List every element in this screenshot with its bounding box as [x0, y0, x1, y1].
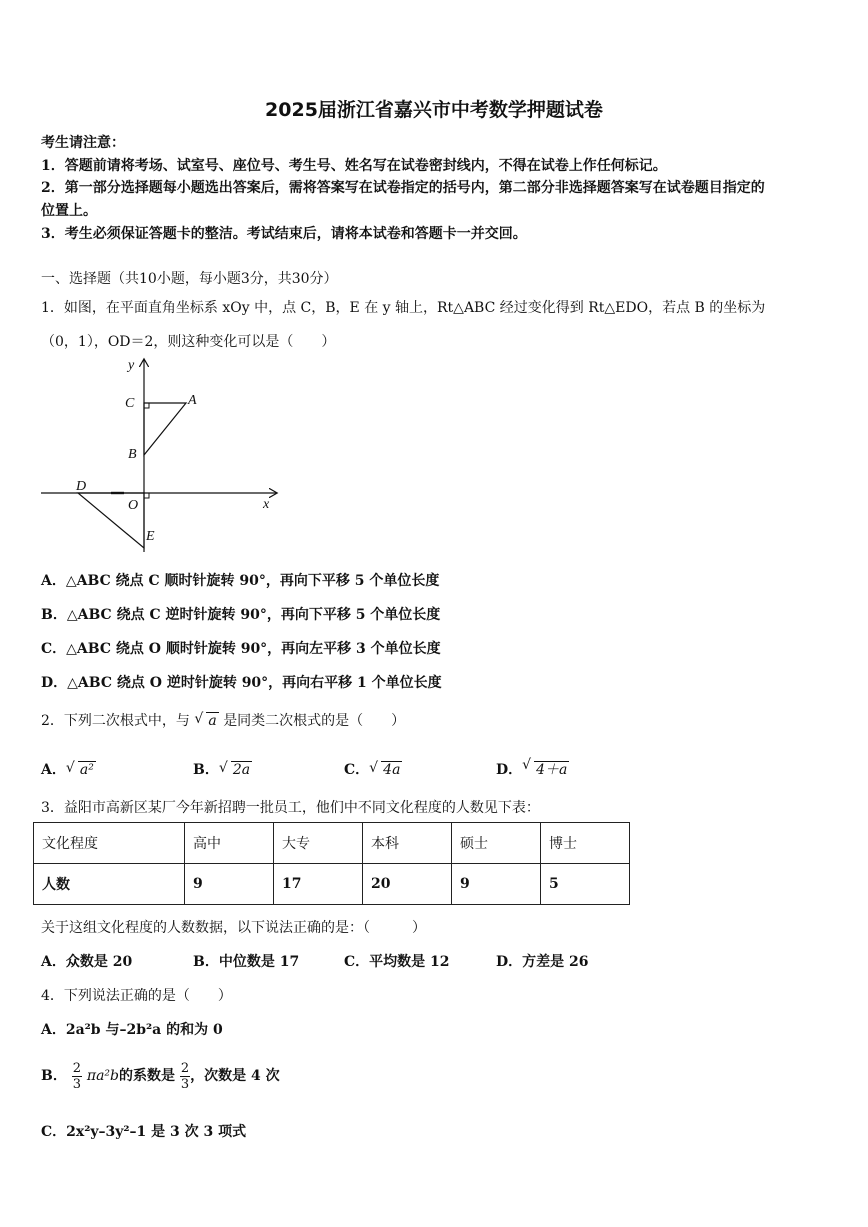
q3-option-d: D．方差是 26 — [496, 954, 589, 970]
label-y: y — [128, 358, 135, 373]
table-cell: 文化程度 — [34, 823, 185, 864]
q1-option-d: D．△ABC 绕点 O 逆时针旋转 90°，再向右平移 1 个单位长度 — [41, 675, 442, 691]
q1-figure — [38, 352, 283, 557]
q4-option-c: C．2x²y–3y²–1 是 3 次 3 项式 — [41, 1124, 247, 1140]
q3-stem: 3．益阳市高新区某厂今年新招聘一批员工，他们中不同文化程度的人数见下表： — [41, 800, 540, 816]
q4-option-a: A．2a²b 与–2b²a 的和为 0 — [41, 1022, 223, 1038]
q2-option-a: A． √ a² — [41, 760, 94, 778]
q2-stem-pre: 2．下列二次根式中，与 — [41, 713, 190, 729]
notice-line-2b: 位置上。 — [41, 203, 97, 219]
q2-option-c: C． √ 4a — [344, 760, 401, 778]
table-cell: 博士 — [541, 823, 630, 864]
q3-option-c: C．平均数是 12 — [344, 954, 450, 970]
triangle-abc — [144, 403, 186, 455]
table-cell: 高中 — [185, 823, 274, 864]
label-a: A — [188, 393, 197, 408]
table-cell: 20 — [363, 864, 452, 905]
q3-option-a: A．众数是 20 — [41, 954, 133, 970]
q2-option-d: D． √ 4＋a — [496, 757, 568, 778]
table-row — [34, 864, 630, 905]
table-cell: 大专 — [274, 823, 363, 864]
q4-option-b: B． $\frac{2}{3}$ πa²b的系数是 $\frac{2}{3}$ ，次数是 4 次 — [41, 1060, 280, 1092]
notice-line-2a: 2．第一部分选择题每小题选出答案后，需将答案写在试卷指定的括号内，第二部分非选择题答案写在试卷题目指定的 — [41, 180, 765, 196]
table-cell: 硕士 — [452, 823, 541, 864]
table-cell: 本科 — [363, 823, 452, 864]
q1-option-a: A．△ABC 绕点 C 顺时针旋转 90°，再向下平移 5 个单位长度 — [41, 573, 440, 589]
q3-option-b: B．中位数是 17 — [193, 954, 300, 970]
page-title: 2025届浙江省嘉兴市中考数学押题试卷 — [265, 99, 603, 121]
q2-stem-radical: √ a — [194, 711, 217, 729]
notice-line-1: 1．答题前请将考场、试室号、座位号、考生号、姓名写在试卷密封线内，不得在试卷上作任何标记。 — [41, 158, 667, 174]
q2-stem — [41, 710, 405, 730]
label-c: C — [125, 396, 135, 411]
notice-heading: 考生请注意： — [41, 135, 125, 151]
q1-stem-line1: 1．如图，在平面直角坐标系 xOy 中，点 C，B，E 在 y 轴上，Rt△ABC 经过变化得到 Rt△EDO，若点 B 的坐标为 — [41, 300, 766, 316]
q2-option-b: B． √ 2a — [193, 760, 251, 778]
q1-option-c: C．△ABC 绕点 O 顺时针旋转 90°，再向左平移 3 个单位长度 — [41, 641, 441, 657]
q3-table — [33, 822, 630, 905]
table-cell: 17 — [274, 864, 363, 905]
q1-option-b: B．△ABC 绕点 C 逆时针旋转 90°，再向下平移 5 个单位长度 — [41, 607, 441, 623]
q4-stem: 4．下列说法正确的是（ ） — [41, 988, 232, 1004]
table-header-row — [34, 823, 630, 864]
right-angle-o — [144, 493, 149, 498]
table-cell: 9 — [185, 864, 274, 905]
label-d: D — [76, 479, 87, 494]
q3-after: 关于这组文化程度的人数数据，以下说法正确的是：（ ） — [41, 920, 426, 936]
table-cell: 人数 — [34, 864, 185, 905]
table-cell: 9 — [452, 864, 541, 905]
q2-stem-post: 是同类二次根式的是（ ） — [223, 713, 406, 729]
q1-stem-line2: （0，1），OD＝2，则这种变化可以是（ ） — [41, 334, 336, 350]
label-e: E — [146, 529, 155, 544]
right-angle-c — [144, 403, 149, 408]
table-cell: 5 — [541, 864, 630, 905]
label-x: x — [263, 497, 270, 512]
section-heading: 一、选择题（共10小题，每小题3分，共30分） — [41, 271, 338, 287]
label-o: O — [128, 498, 139, 513]
label-b: B — [128, 447, 137, 462]
notice-line-3: 3．考生必须保证答题卡的整洁。考试结束后，请将本试卷和答题卡一并交回。 — [41, 226, 527, 242]
